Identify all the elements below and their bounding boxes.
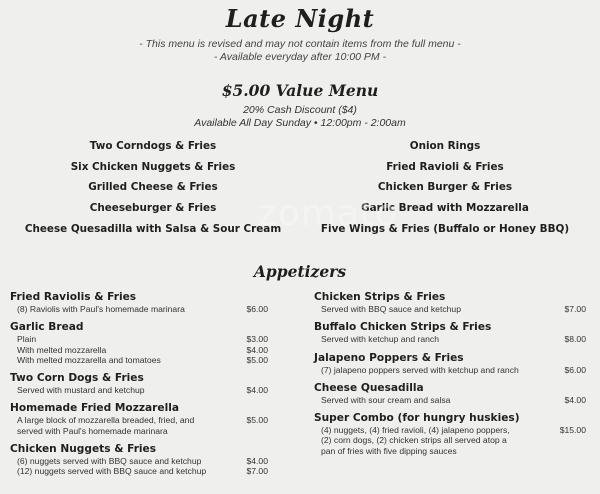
- menu-item-name: Cheese Quesadilla: [314, 381, 424, 394]
- menu-item: [10, 291, 272, 314]
- option-price: $5.00: [246, 415, 268, 426]
- menu-item: [10, 443, 272, 477]
- option-price: $4.00: [246, 385, 268, 396]
- appetizers-title: Appetizers: [253, 262, 347, 281]
- page-title: Late Night: [225, 4, 375, 33]
- option-price: $5.00: [246, 354, 268, 365]
- menu-item: [314, 412, 590, 456]
- option-price: $15.00: [559, 425, 586, 436]
- option-description: Served with sour cream and salsa: [321, 394, 451, 405]
- value-menu-item: Garlic Bread with Mozzarella: [361, 202, 529, 215]
- menu-item-name: Super Combo (for hungry huskies): [314, 412, 520, 425]
- menu-item: [314, 291, 590, 314]
- zomato-watermark: zomato: [258, 193, 399, 234]
- menu-item-option: [314, 304, 590, 314]
- menu-item: [10, 372, 272, 395]
- option-description: Plain: [17, 334, 37, 345]
- value-menu-item: Cheeseburger & Fries: [89, 202, 217, 215]
- value-menu-item: Onion Rings: [409, 140, 481, 152]
- menu-item-option: [314, 365, 590, 375]
- menu-item: [10, 321, 272, 365]
- menu-item: [314, 321, 590, 344]
- value-menu-item: Fried Ravioli & Fries: [386, 160, 504, 173]
- option-description: A large block of mozzarella breaded, fried, and served with Paul's homemade marinara: [17, 415, 195, 436]
- value-menu-item: Cheese Quesadilla with Salsa & Sour Cream: [24, 222, 282, 235]
- appetizers-left-column: [10, 291, 272, 484]
- option-price: $7.00: [246, 466, 268, 477]
- menu-item-option: [10, 385, 272, 395]
- cash-discount-note: 20% Cash Discount ($4): [243, 104, 357, 116]
- value-menu-item: Grilled Cheese & Fries: [88, 181, 218, 194]
- option-price: $6.00: [564, 364, 586, 375]
- option-price: $4.00: [246, 456, 268, 467]
- appetizers-right-column: [314, 291, 590, 463]
- value-menu-item: Six Chicken Nuggets & Fries: [70, 160, 236, 173]
- option-description: (6) nuggets served with BBQ sauce and ketchup: [17, 456, 202, 467]
- option-price: $8.00: [564, 334, 586, 345]
- option-price: $4.00: [246, 344, 268, 355]
- menu-item-name: Fried Raviolis & Fries: [10, 291, 137, 303]
- menu-item-option: [10, 304, 272, 314]
- sunday-availability-note: Available All Day Sunday • 12:00pm - 2:00am: [194, 117, 406, 129]
- menu-item-option: [314, 334, 590, 344]
- option-description: (7) jalapeno poppers served with ketchup and ranch: [321, 364, 519, 375]
- option-description: Served with BBQ sauce and ketchup: [321, 304, 461, 314]
- option-price: $3.00: [246, 334, 268, 345]
- menu-item: [314, 352, 590, 375]
- menu-item-option: [10, 456, 272, 466]
- option-description: (12) nuggets served with BBQ sauce and ketchup: [17, 466, 207, 477]
- menu-note: - This menu is revised and may not contain items from the full menu -: [139, 38, 461, 50]
- option-description: With melted mozzarella: [17, 344, 107, 355]
- menu-item: [10, 402, 272, 436]
- menu-item-name: Chicken Strips & Fries: [314, 291, 446, 303]
- value-menu-title: $5.00 Value Menu: [221, 81, 379, 100]
- menu-item-option: [314, 395, 590, 405]
- option-description: Served with ketchup and ranch: [321, 334, 439, 345]
- menu-item-name: Jalapeno Poppers & Fries: [314, 351, 464, 364]
- value-menu-item: Two Corndogs & Fries: [89, 140, 217, 152]
- menu-item-option: [314, 425, 590, 456]
- menu-item: [314, 382, 590, 405]
- value-menu-item: Five Wings & Fries (Buffalo or Honey BBQ): [320, 222, 570, 235]
- menu-item-option: [10, 466, 272, 476]
- option-description: With melted mozzarella and tomatoes: [17, 354, 161, 365]
- menu-item-option: [10, 415, 272, 436]
- menu-item-option: [10, 355, 272, 365]
- menu-item-name: Buffalo Chicken Strips & Fries: [314, 321, 492, 334]
- availability-note: - Available everyday after 10:00 PM -: [213, 51, 387, 63]
- menu-item-option: [10, 345, 272, 355]
- menu-item-name: Two Corn Dogs & Fries: [10, 372, 144, 385]
- option-description: (4) nuggets, (4) fried ravioli, (4) jalapeno poppers, (2) corn dogs, (2) chicken strips all served atop a pan of fries with five dipping sauces: [321, 425, 510, 456]
- option-price: $4.00: [564, 394, 586, 405]
- menu-item-option: [10, 334, 272, 344]
- option-description: (8) Raviolis with Paul's homemade marinara: [17, 304, 185, 314]
- menu-item-name: Homemade Fried Mozzarella: [10, 402, 180, 415]
- option-description: Served with mustard and ketchup: [17, 385, 145, 396]
- menu-item-name: Chicken Nuggets & Fries: [10, 443, 157, 456]
- option-price: $6.00: [246, 304, 268, 314]
- value-menu-item: Chicken Burger & Fries: [377, 181, 513, 194]
- value-menu-left-column: [14, 140, 292, 243]
- menu-item-name: Garlic Bread: [10, 321, 84, 334]
- option-price: $7.00: [564, 304, 586, 314]
